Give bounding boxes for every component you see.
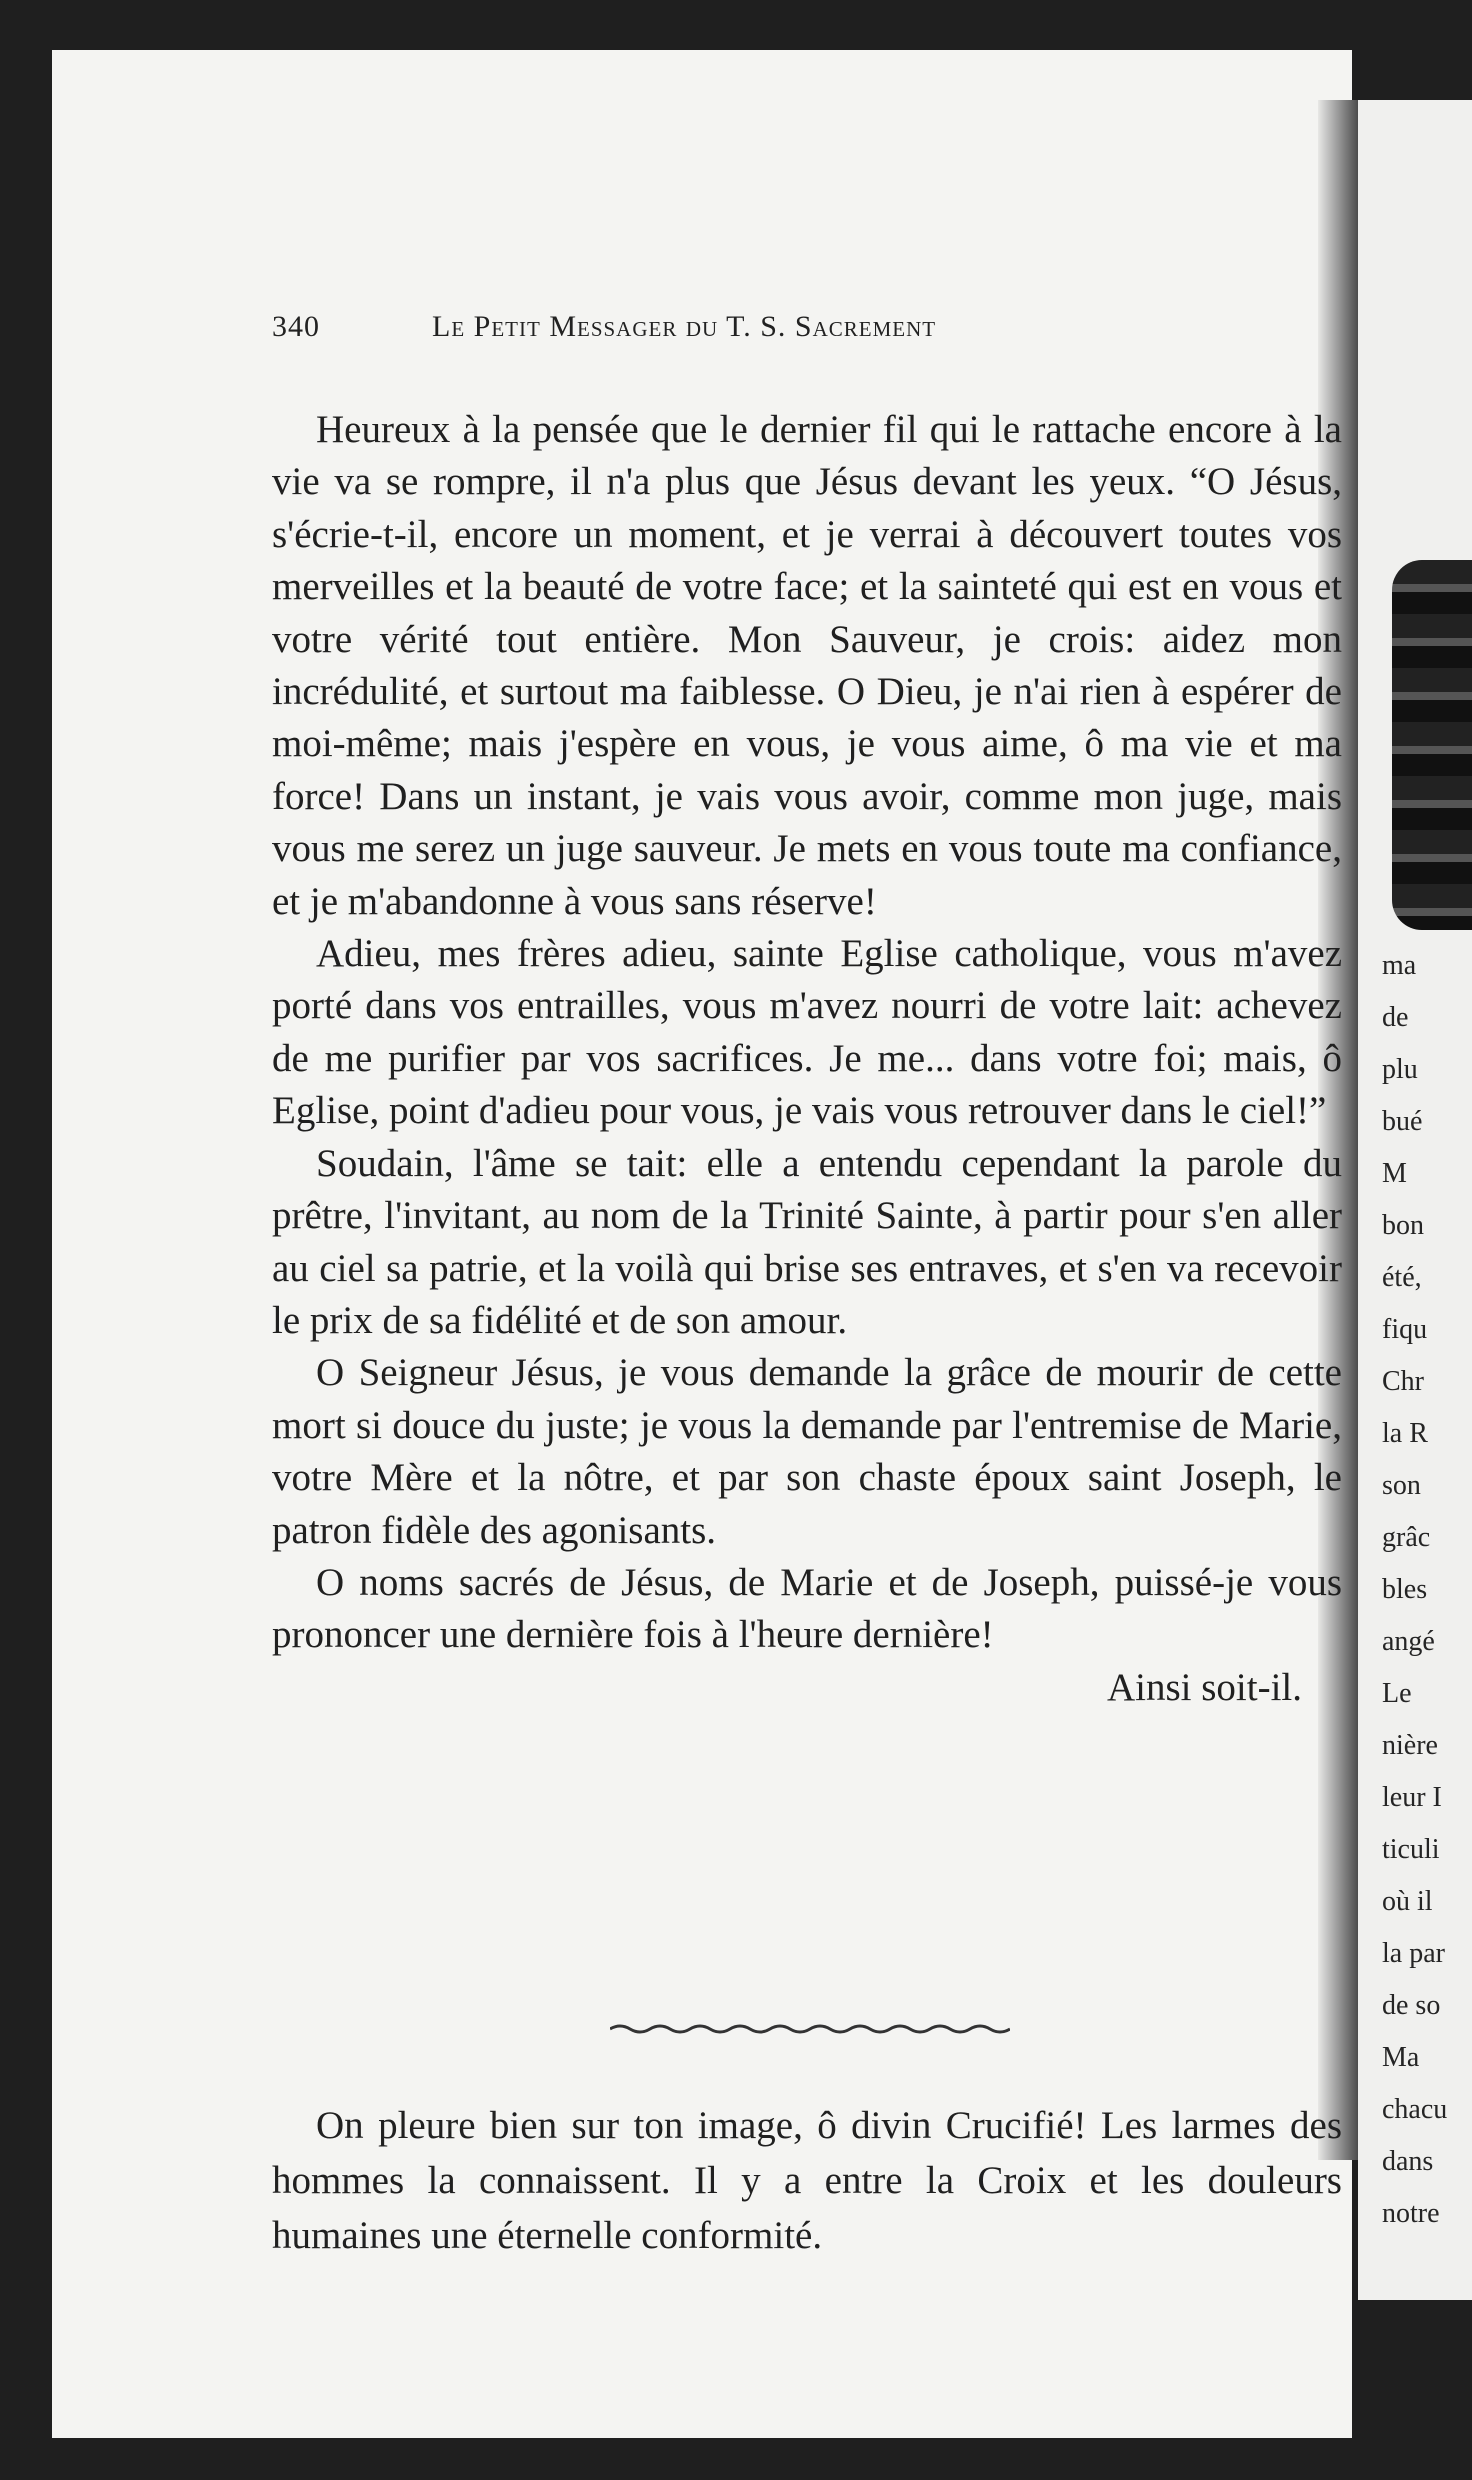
wavy-divider bbox=[610, 2022, 1010, 2036]
decorative-ornament bbox=[1392, 560, 1472, 930]
facing-page-fragment: où il bbox=[1382, 1886, 1433, 1917]
facing-page-fragment: fiqu bbox=[1382, 1314, 1428, 1345]
facing-page-fragment: leur I bbox=[1382, 1782, 1442, 1813]
facing-page-fragment: bué bbox=[1382, 1106, 1423, 1137]
paragraph: Heureux à la pensée que le dernier fil qui le rattache encore à la vie va se rompre, il n'a plus que Jésus devant les yeux. “O Jésus, s'écrie-t-il, encore un moment, et je verrai à découvert toutes vos merveilles et la beauté de votre face; et la sainteté qui est en vous et votre vérité tout entière. Mon Sauveur, je crois: aidez mon incrédulité, et surtout ma faiblesse. O Dieu, je n'ai rien à espérer de moi-même; mais j'espère en vous, je vous aime, ô ma vie et ma force! Dans un instant, je vais vous avoir, comme mon juge, mais vous me serez un juge sauveur. Je mets en vous toute ma confiance, et je m'abandonne à vous sans réserve! bbox=[272, 408, 1342, 923]
closing-signature: Ainsi soit-il. bbox=[1106, 1665, 1302, 1709]
facing-page-fragment: de so bbox=[1382, 1990, 1441, 2021]
facing-page-fragment: plu bbox=[1382, 1054, 1418, 1085]
facing-page-fragment: dans bbox=[1382, 2146, 1434, 2177]
facing-page-fragment: notre bbox=[1382, 2198, 1440, 2229]
page-header bbox=[272, 310, 1192, 354]
facing-page-fragment: bles bbox=[1382, 1574, 1428, 1605]
facing-page-fragment: son bbox=[1382, 1470, 1421, 1501]
paragraph: Adieu, mes frères adieu, sainte Eglise catholique, vous m'avez porté dans vos entrailles, vous m'avez nourri de votre lait: achevez de me purifier par vos sacrifices. Je me... dans votre foi; mais, ô Eglise, point d'adieu pour vous, je vais vous retrouver dans le ciel!” bbox=[272, 932, 1342, 1133]
facing-page-fragment: angé bbox=[1382, 1626, 1435, 1657]
facing-page-fragment: ticuli bbox=[1382, 1834, 1440, 1865]
facing-page-fragment: Chr bbox=[1382, 1366, 1424, 1397]
paragraph: O noms sacrés de Jésus, de Marie et de Joseph, puissé-je vous prononcer une dernière fois à l'heure dernière! bbox=[272, 1560, 1342, 1657]
facing-page-fragment: la R bbox=[1382, 1418, 1428, 1449]
facing-page-fragment: ma bbox=[1382, 950, 1417, 981]
paragraph: O Seigneur Jésus, je vous demande la grâce de mourir de cette mort si douce du juste; je vous la demande par l'entremise de Marie, votre Mère et la nôtre, et par son chaste époux saint Joseph, le patron fidèle des agonisants. bbox=[272, 1351, 1342, 1552]
facing-page-fragment: de bbox=[1382, 1002, 1409, 1033]
facing-page-fragment: bon bbox=[1382, 1210, 1424, 1241]
facing-page-fragment: Ma bbox=[1382, 2042, 1420, 2073]
facing-page-fragment: été, bbox=[1382, 1262, 1422, 1293]
quote-block bbox=[272, 2098, 1342, 2263]
facing-page-fragment: M bbox=[1382, 1158, 1407, 1189]
facing-page-fragment: chacu bbox=[1382, 2094, 1448, 2125]
facing-page-fragment: nière bbox=[1382, 1730, 1438, 1761]
facing-page-fragment: Le bbox=[1382, 1678, 1412, 1709]
page-number: 340 bbox=[272, 310, 320, 343]
main-text bbox=[272, 404, 1342, 1714]
paragraph: Soudain, l'âme se tait: elle a entendu cependant la parole du prêtre, l'invitant, au nom de la Trinité Sainte, à partir pour s'en aller au ciel sa patrie, et la voilà qui brise ses entraves, et s'en va recevoir le prix de sa fidélité et de son amour. bbox=[272, 1141, 1342, 1342]
facing-page-fragment: la par bbox=[1382, 1938, 1445, 1969]
facing-page-text bbox=[1382, 950, 1472, 2250]
quote-paragraph: On pleure bien sur ton image, ô divin Crucifié! Les larmes des hommes la connaissent. Il y a entre la Croix et les douleurs humaines une éternelle conformité. bbox=[272, 2104, 1342, 2257]
running-title: Le Petit Messager du T. S. Sacrement bbox=[432, 310, 937, 343]
facing-page-fragment: grâc bbox=[1382, 1522, 1431, 1553]
